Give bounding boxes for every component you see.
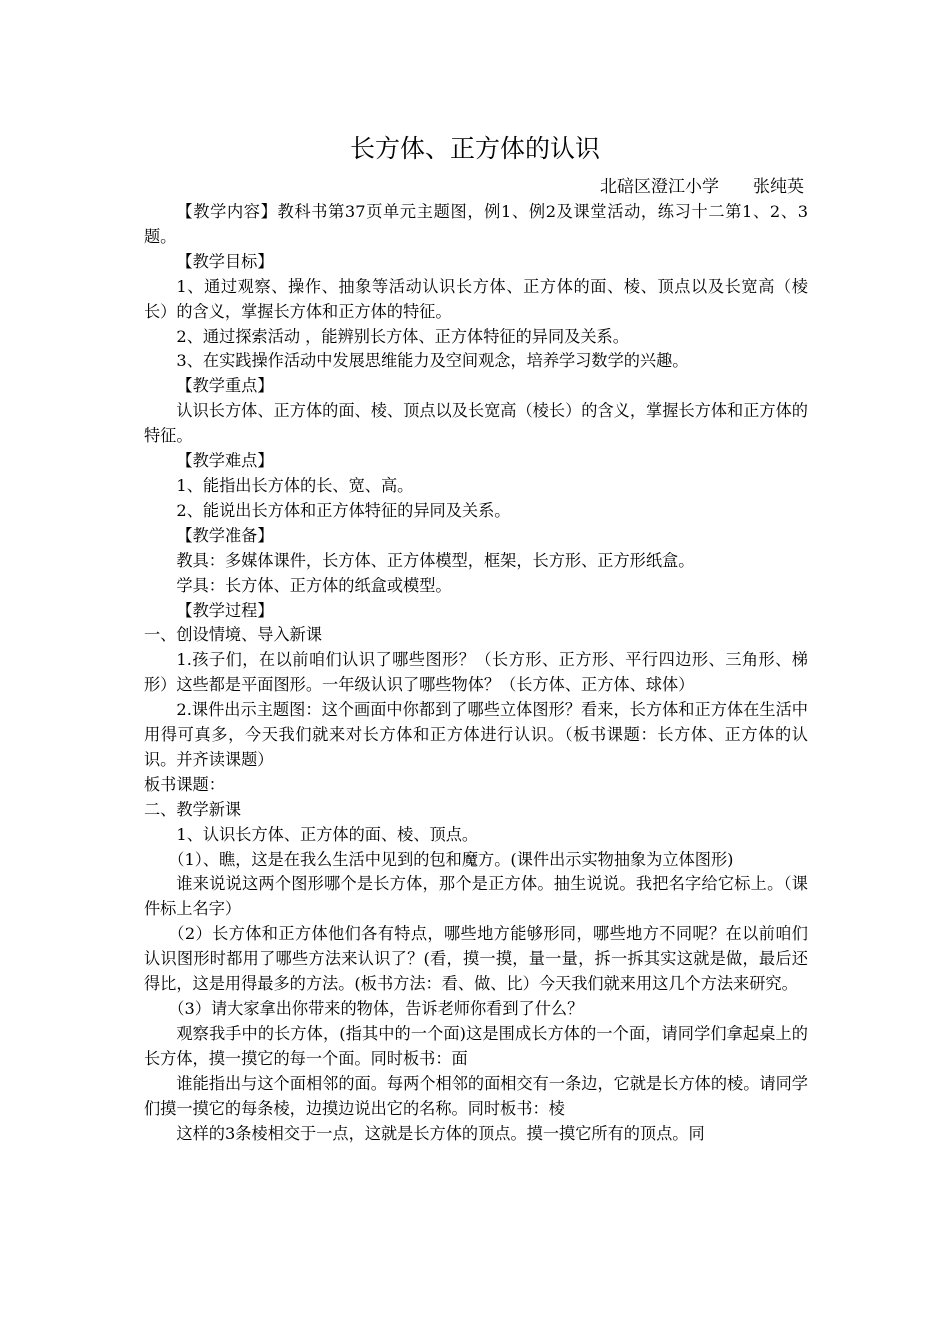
document-title: 长方体、正方体的认识 [349, 134, 600, 163]
paragraph: 【教学目标】 [176, 251, 274, 271]
paragraph: 一、创设情境、导入新课 [144, 625, 323, 645]
paragraph: （1）、瞧，这是在我么生活中见到的包和魔方。(课件出示实物抽象为立体图形) [168, 849, 734, 869]
paragraph: 2、能说出长方体和正方体特征的异同及关系。 [176, 500, 511, 520]
paragraph: 2、通过探索活动 ，能辨别长方体、正方体特征的异同及关系。 [176, 326, 629, 346]
paragraph: 【教学内容】教科书第37页单元主题图，例1、例2及课堂活动，练习十二第1、2、3题。 [144, 202, 808, 246]
paragraph: 教具：多媒体课件，长方体、正方体模型，框架，长方形、正方形纸盒。 [176, 550, 695, 570]
paragraph: 【教学过程】 [176, 600, 274, 620]
paragraph: 【教学难点】 [176, 451, 274, 471]
paragraph: 这样的3条棱相交于一点，这就是长方体的顶点。摸一摸它所有的顶点。同 [176, 1123, 705, 1143]
paragraph: 学具：长方体、正方体的纸盒或模型。 [176, 575, 452, 595]
paragraph: 1、能指出长方体的长、宽、高。 [176, 475, 414, 495]
paragraph: 谁来说说这两个图形哪个是长方体，那个是正方体。抽生说说。我把名字给它标上。（课件标上名字） [144, 874, 808, 919]
paragraph: 认识长方体、正方体的面、棱、顶点以及长宽高（棱长）的含义，掌握长方体和正方体的特征。 [144, 401, 808, 446]
paragraph: （2）长方体和正方体他们各有特点，哪些地方能够形同，哪些地方不同呢？在以前咱们认识图形时都用了哪些方法来认识了？(看，摸一摸，量一量，拆一拆其实这就是做，最后还得比，这是用得最多的方法。(板书方法：看、做、比）今天我们就来用这几个方法来研究。 [144, 924, 808, 994]
paragraph: 谁能指出与这个面相邻的面。每两个相邻的面相交有一条边，它就是长方体的棱。请同学们摸一摸它的每条棱，边摸边说出它的名称。同时板书：棱 [144, 1073, 808, 1118]
paragraph: 观察我手中的长方体，(指其中的一个面)这是围成长方体的一个面，请同学们拿起桌上的长方体，摸一摸它的每一个面。同时板书：面 [144, 1023, 808, 1068]
paragraph: 1、通过观察、操作、抽象等活动认识长方体、正方体的面、棱、顶点以及长宽高（棱长）的含义，掌握长方体和正方体的特征。 [144, 276, 808, 321]
paragraph: 【教学重点】 [176, 376, 274, 396]
paragraph: 【教学准备】 [176, 525, 274, 545]
paragraph: 二、教学新课 [144, 799, 242, 819]
paragraph: 1、认识长方体、正方体的面、棱、顶点。 [176, 824, 479, 844]
paragraph: （3）请大家拿出你带来的物体，告诉老师你看到了什么？ [168, 999, 584, 1018]
paragraph: 2.课件出示主题图：这个画面中你都到了哪些立体图形？看来，长方体和正方体在生活中用得可真多，今天我们就来对长方体和正方体进行认识。（板书课题：长方体、正方体的认识。并齐读课题） [144, 700, 808, 769]
paragraph: 1.孩子们，在以前咱们认识了哪些图形？（长方形、正方形、平行四边形、三角形、梯形）这些都是平面图形。一年级认识了哪些物体？（长方体、正方体、球体） [144, 650, 808, 695]
author-line: 北碚区澄江小学 张纯英 [600, 177, 804, 197]
document-body [144, 200, 808, 1146]
paragraph: 3、在实践操作活动中发展思维能力及空间观念，培养学习数学的兴趣。 [176, 351, 689, 371]
paragraph: 板书课题： [144, 774, 225, 794]
